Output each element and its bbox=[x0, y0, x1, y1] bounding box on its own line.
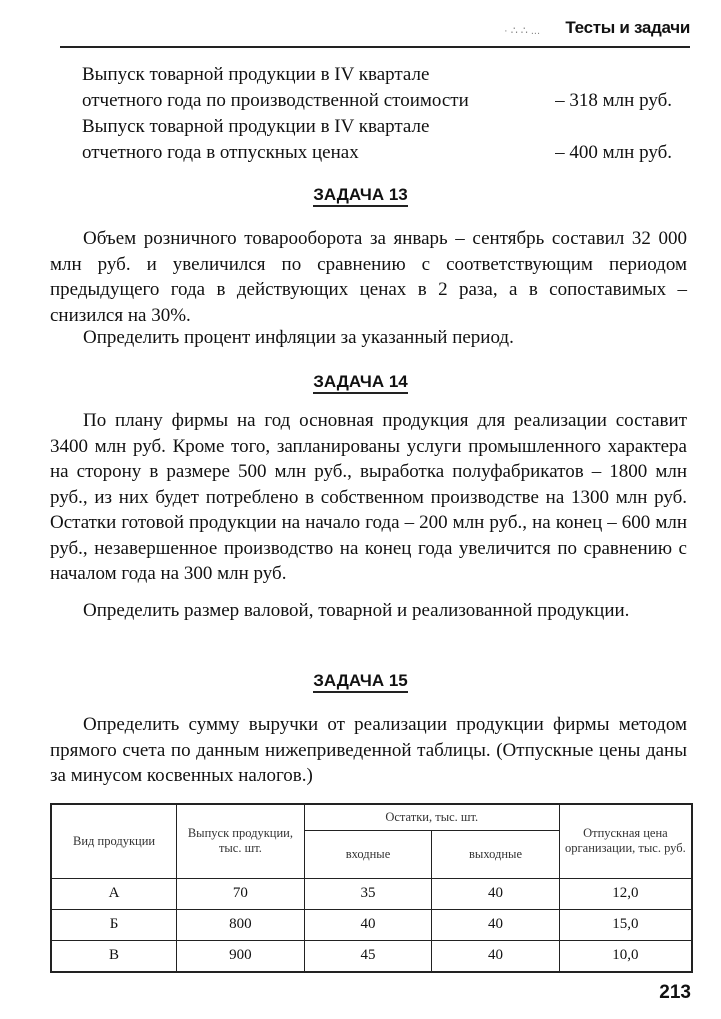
cell-out: 40 bbox=[432, 909, 560, 940]
intro-row bbox=[82, 114, 672, 140]
cell-out: 40 bbox=[432, 878, 560, 909]
cell-kind: Б bbox=[51, 909, 177, 940]
task-14-question: Определить размер валовой, товарной и реализованной продукции. bbox=[83, 600, 630, 621]
task-15-title bbox=[0, 671, 721, 691]
task-14-title bbox=[0, 372, 721, 392]
cell-price: 12,0 bbox=[559, 878, 692, 909]
intro-text: отчетного года в отпускных ценах bbox=[82, 142, 359, 163]
cell-kind: А bbox=[51, 878, 177, 909]
task-14-paragraph: По плану фирмы на год основная продукция для реализации составит 3400 млн руб. Кроме того, запланированы услуги промышленного характера на сторону в размере 500 млн руб., выработка полуфабрикатов – 1800 млн руб., из них будет потреблено в собственном производстве на 1300 млн руб. Остатки готовой продукции на начало года – 200 млн руб., на конец – 600 млн руб., незавершенное производство на конец года увеличится по сравнению с началом года на 300 млн руб. bbox=[50, 410, 687, 584]
intro-row bbox=[82, 140, 672, 166]
page-header bbox=[60, 10, 690, 50]
intro-row bbox=[82, 88, 672, 114]
cell-in: 45 bbox=[304, 940, 432, 972]
task-13-paragraph: Объем розничного товарооборота за январь – сентябрь составил 32 000 млн руб. и увеличился по сравнению с соответствующим периодом предыдущего года в действующих ценах в 2 раза, а в сопоставимых – снизился на 30%. bbox=[50, 228, 687, 326]
header-stock-out: выходные bbox=[432, 830, 560, 878]
products-table bbox=[50, 803, 693, 973]
task-15-heading: ЗАДАЧА 15 bbox=[313, 671, 408, 693]
cell-out: 40 bbox=[432, 940, 560, 972]
cell-price: 15,0 bbox=[559, 909, 692, 940]
cell-output: 70 bbox=[177, 878, 305, 909]
cell-kind: В bbox=[51, 940, 177, 972]
task-14-heading: ЗАДАЧА 14 bbox=[313, 372, 408, 394]
header-price: Отпускная цена организации, тыс. руб. bbox=[559, 804, 692, 878]
cell-price: 10,0 bbox=[559, 940, 692, 972]
page-number: 213 bbox=[659, 982, 691, 1003]
task-13-title bbox=[0, 185, 721, 205]
header-faint-text: · ∴ ∴ ... bbox=[504, 25, 540, 37]
intro-text: Выпуск товарной продукции в IV квартале bbox=[82, 116, 430, 137]
intro-text: Выпуск товарной продукции в IV квартале bbox=[82, 64, 430, 85]
header-output: Выпуск продукции, тыс. шт. bbox=[177, 804, 305, 878]
task-13-question: Определить процент инфляции за указанный период. bbox=[83, 327, 514, 348]
intro-value: – 400 млн руб. bbox=[555, 142, 672, 163]
table-row bbox=[51, 909, 692, 940]
cell-output: 900 bbox=[177, 940, 305, 972]
header-stock-in: входные bbox=[304, 830, 432, 878]
task-13-heading: ЗАДАЧА 13 bbox=[313, 185, 408, 207]
header-stock: Остатки, тыс. шт. bbox=[304, 804, 559, 830]
cell-output: 800 bbox=[177, 909, 305, 940]
intro-row bbox=[82, 62, 672, 88]
cell-in: 40 bbox=[304, 909, 432, 940]
intro-text: отчетного года по производственной стоимости bbox=[82, 90, 469, 111]
task-15-paragraph: Определить сумму выручки от реализации продукции фирмы методом прямого счета по данным нижеприведенной таблицы. (Отпускные цены даны за минусом косвенных налогов.) bbox=[50, 714, 687, 786]
intro-value: – 318 млн руб. bbox=[555, 90, 672, 111]
table-row bbox=[51, 878, 692, 909]
header-kind: Вид продукции bbox=[51, 804, 177, 878]
section-title: Тесты и задачи bbox=[565, 18, 690, 37]
intro-block bbox=[82, 62, 672, 166]
header-rule bbox=[60, 46, 690, 48]
cell-in: 35 bbox=[304, 878, 432, 909]
table-row bbox=[51, 940, 692, 972]
